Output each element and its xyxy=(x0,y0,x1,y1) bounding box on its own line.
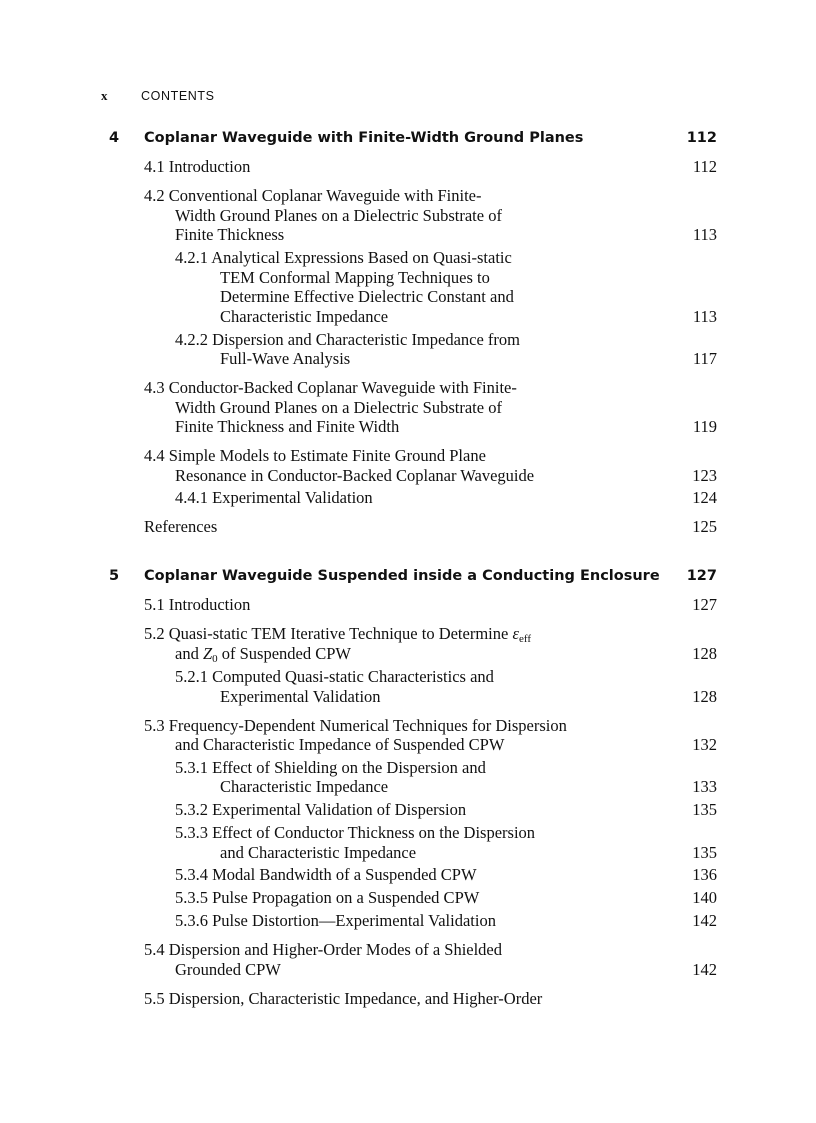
toc-page-5-3-6: 142 xyxy=(692,911,717,930)
toc-entry-5-3-3[interactable]: 5.3.3 Effect of Conductor Thickness on the Dispersion xyxy=(175,823,536,842)
toc-page-4-1: 112 xyxy=(692,157,717,176)
toc-page-5-3-2: 135 xyxy=(692,800,717,819)
toc-entry-4-3[interactable]: 4.3 Conductor-Backed Coplanar Waveguide with Finite- xyxy=(144,378,517,397)
toc-entry-4-3-cont: Finite Thickness and Finite Width xyxy=(175,417,400,436)
toc-page-5-2-1: 128 xyxy=(692,687,717,706)
chapter-4-number: 4 xyxy=(109,130,120,146)
eff-subscript: eff xyxy=(518,633,531,645)
toc-page-5-2: 128 xyxy=(692,644,717,663)
toc-entry-4-2-1[interactable]: 4.2.1 Analytical Expressions Based on Quasi-static xyxy=(175,248,512,267)
toc-page-5-3-4: 136 xyxy=(692,865,717,884)
page-header xyxy=(101,88,215,104)
toc-entry-5-2-1-cont: Experimental Validation xyxy=(220,687,381,706)
toc-page-5-3-3: 135 xyxy=(692,843,717,862)
z-subscript: 0 xyxy=(212,653,218,665)
toc-entry-4-2-1-cont: Determine Effective Dielectric Constant and xyxy=(220,287,514,306)
chapter-4-title[interactable]: Coplanar Waveguide with Finite-Width Ground Planes xyxy=(144,130,584,146)
toc-entry-5-2-1[interactable]: 5.2.1 Computed Quasi-static Characteristics and xyxy=(175,667,494,686)
chapter-5-title[interactable]: Coplanar Waveguide Suspended inside a Conducting Enclosure xyxy=(144,568,660,584)
toc-entry-5-4[interactable]: 5.4 Dispersion and Higher-Order Modes of a Shielded xyxy=(144,940,503,959)
toc-entry-5-4-cont: Grounded CPW xyxy=(175,960,281,979)
toc-entry-4-2[interactable]: 4.2 Conventional Coplanar Waveguide with Finite- xyxy=(144,186,482,205)
toc-page-4-4-1: 124 xyxy=(692,488,717,507)
toc-entry-5-3-4[interactable]: 5.3.4 Modal Bandwidth of a Suspended CPW xyxy=(175,865,477,884)
chapter-5-number: 5 xyxy=(109,568,120,584)
toc-page-5-3: 132 xyxy=(692,735,717,754)
toc-page-4-2-2: 117 xyxy=(692,349,717,368)
toc-entry-4-4[interactable]: 4.4 Simple Models to Estimate Finite Ground Plane xyxy=(144,446,486,465)
toc-entry-5-3-1[interactable]: 5.3.1 Effect of Shielding on the Dispersion and xyxy=(175,758,486,777)
toc-entry-5-3-6[interactable]: 5.3.6 Pulse Distortion—Experimental Validation xyxy=(175,911,496,930)
toc-entry-4-2-cont: Width Ground Planes on a Dielectric Substrate of xyxy=(175,206,502,225)
running-title: CONTENTS xyxy=(141,89,215,103)
toc-page-4-4: 123 xyxy=(692,466,717,485)
toc-entry-4-2-2-cont: Full-Wave Analysis xyxy=(220,349,351,368)
toc-entry-4-2-cont: Finite Thickness xyxy=(175,225,285,244)
toc-page-5-3-5: 140 xyxy=(692,888,717,907)
toc-page-references: 125 xyxy=(692,517,717,536)
toc-entry-4-4-cont: Resonance in Conductor-Backed Coplanar Waveguide xyxy=(175,466,535,485)
toc-entry-5-2[interactable] xyxy=(144,624,531,644)
chapter-4-page: 112 xyxy=(686,130,717,146)
toc-entry-5-2-text: 5.2 Quasi-static TEM Iterative Technique to Determine xyxy=(144,624,509,643)
toc-entry-4-4-1[interactable]: 4.4.1 Experimental Validation xyxy=(175,488,373,507)
z-symbol: Z xyxy=(202,644,213,663)
toc-entry-4-2-2[interactable]: 4.2.2 Dispersion and Characteristic Impedance from xyxy=(175,330,521,349)
toc-entry-4-1[interactable]: 4.1 Introduction xyxy=(144,157,251,176)
toc-page-5-3-1: 133 xyxy=(692,777,717,796)
toc-entry-5-2-cont xyxy=(175,644,351,664)
toc-entry-5-2-tail: of Suspended CPW xyxy=(221,644,352,663)
toc-entry-5-3-5[interactable]: 5.3.5 Pulse Propagation on a Suspended CPW xyxy=(175,888,480,907)
toc-entry-5-1[interactable]: 5.1 Introduction xyxy=(144,595,251,614)
toc-entry-5-2-and: and xyxy=(175,644,199,663)
toc-entry-5-3-3-cont: and Characteristic Impedance xyxy=(220,843,417,862)
toc-entry-5-5[interactable]: 5.5 Dispersion, Characteristic Impedance, and Higher-Order xyxy=(144,989,543,1008)
toc-entry-4-3-cont: Width Ground Planes on a Dielectric Substrate of xyxy=(175,398,502,417)
toc-page-4-2: 113 xyxy=(692,225,717,244)
chapter-5-page: 127 xyxy=(686,568,717,584)
toc-entry-5-3-2[interactable]: 5.3.2 Experimental Validation of Dispersion xyxy=(175,800,467,819)
toc-entry-5-3-1-cont: Characteristic Impedance xyxy=(220,777,389,796)
toc-entry-4-2-1-cont: TEM Conformal Mapping Techniques to xyxy=(220,268,490,287)
toc-entry-references[interactable]: References xyxy=(144,517,218,536)
toc-page-5-1: 127 xyxy=(692,595,717,614)
toc-page-4-2-1: 113 xyxy=(692,307,717,326)
page-number: x xyxy=(101,88,109,103)
toc-entry-5-3[interactable]: 5.3 Frequency-Dependent Numerical Techniques for Dispersion xyxy=(144,716,567,735)
toc-page-5-4: 142 xyxy=(692,960,717,979)
toc-entry-5-3-cont: and Characteristic Impedance of Suspended CPW xyxy=(175,735,505,754)
toc-entry-4-2-1-cont: Characteristic Impedance xyxy=(220,307,389,326)
toc-page-4-3: 119 xyxy=(692,417,717,436)
epsilon-symbol: ε xyxy=(512,624,519,643)
